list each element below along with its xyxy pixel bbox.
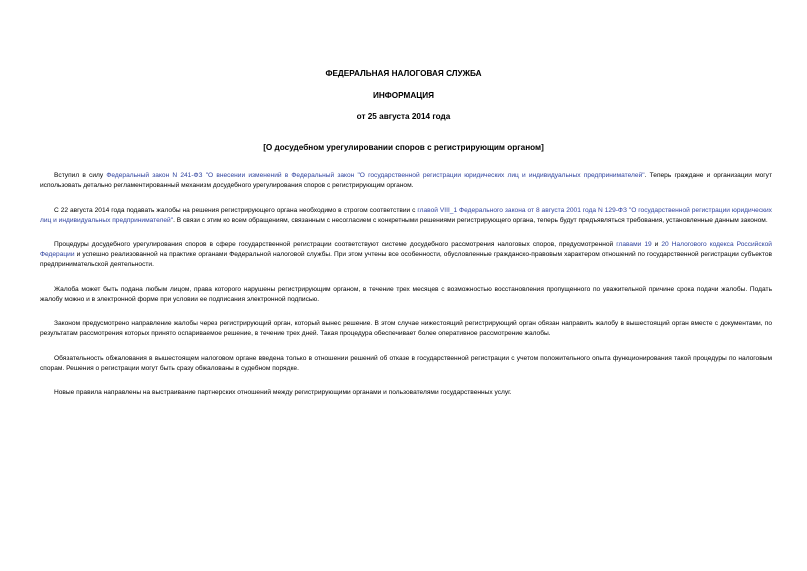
p2-text-2: . В связи с этим ко всем обращениям, связанным с несогласием с конкретными решениями регистрирующего органа, теперь будут предъявляться требования, установленные данным законом. bbox=[173, 216, 768, 224]
p2-text-1: С 22 августа 2014 года подавать жалобы на решения регистрирующего органа необходимо в строгом соответствии с bbox=[54, 206, 418, 214]
p1-text-2: . Теперь граждане и организации могут использовать детально регламентированный механизм досудебного урегулирования споров с регистрирующим органом. bbox=[40, 172, 773, 189]
paragraph-1 bbox=[40, 171, 772, 191]
paragraph-5: Законом предусмотрено направление жалобы через регистрирующий орган, который вынес решение. В этом случае нижестоящий регистрирующий орган обязан направить жалобу в вышестоящий орган вместе с документами, по результатам рассмотрения которых принято оспариваемое решение, в течение трех дней. Такая процедура обеспечивает более оперативное рассмотрение жалобы. bbox=[40, 320, 772, 337]
paragraph-4: Жалоба может быть подана любым лицом, права которого нарушены регистрирующим органом, в течение трех месяцев с возможностью восстановления пропущенного по уважительной причине срока подачи жалобы. Подать жалобу можно и в электронной форме при условии ее подписания электронной подписью. bbox=[40, 285, 772, 303]
document-date: от 25 августа 2014 года bbox=[356, 112, 451, 121]
paragraph-7: Новые правила направлены на выстраивание партнерских отношений между регистрирующими органами и пользователями государственных услуг. bbox=[54, 389, 512, 396]
paragraph-3 bbox=[40, 240, 772, 270]
p3-text-3: и успешно реализованной на практике органами Федеральной налоговой службы. При этом учтены все особенности, обусловленные гражданско-правовым характером отношений по государственной регистрации субъектов предпринимательской деятельности. bbox=[40, 251, 772, 268]
chapter-viii-1-link[interactable]: главой VIII_1 Федерального закона от 8 августа 2001 года N 129-ФЗ "О государственной регистрации юридических лиц и индивидуальных предпринимателей" bbox=[40, 206, 772, 224]
tax-code-link[interactable]: 20 Налогового кодекса Российской Федерации bbox=[40, 241, 772, 258]
p3-text-2: и bbox=[651, 241, 662, 248]
document-body bbox=[40, 171, 772, 413]
document-subject: [О досудебном урегулировании споров с регистрирующим органом] bbox=[263, 143, 544, 152]
paragraph-2 bbox=[40, 206, 772, 226]
law-241-fz-link[interactable]: Федеральный закон N 241-ФЗ "О внесении изменений в Федеральный закон "О государственной регистрации юридических лиц и индивидуальных предпринимателей" bbox=[106, 172, 645, 179]
paragraph-6: Обязательность обжалования в вышестоящем налоговом органе введена только в отношении решений об отказе в государственной регистрации с учетом положительного опыта функционирования такой процедуры по налоговым спорам. Решения о регистрации могут быть сразу обжалованы в судебном порядке. bbox=[40, 354, 772, 372]
chapter-19-link[interactable]: главами 19 bbox=[616, 241, 652, 248]
document-type: ИНФОРМАЦИЯ bbox=[373, 91, 434, 100]
p3-text-1: Процедуры досудебного урегулирования споров в сфере государственной регистрации соответствуют системе досудебного рассмотрения налоговых споров, предусмотренной bbox=[54, 241, 617, 248]
agency-title: ФЕДЕРАЛЬНАЯ НАЛОГОВАЯ СЛУЖБА bbox=[325, 69, 482, 78]
p1-text-1: Вступил в силу bbox=[54, 172, 107, 179]
